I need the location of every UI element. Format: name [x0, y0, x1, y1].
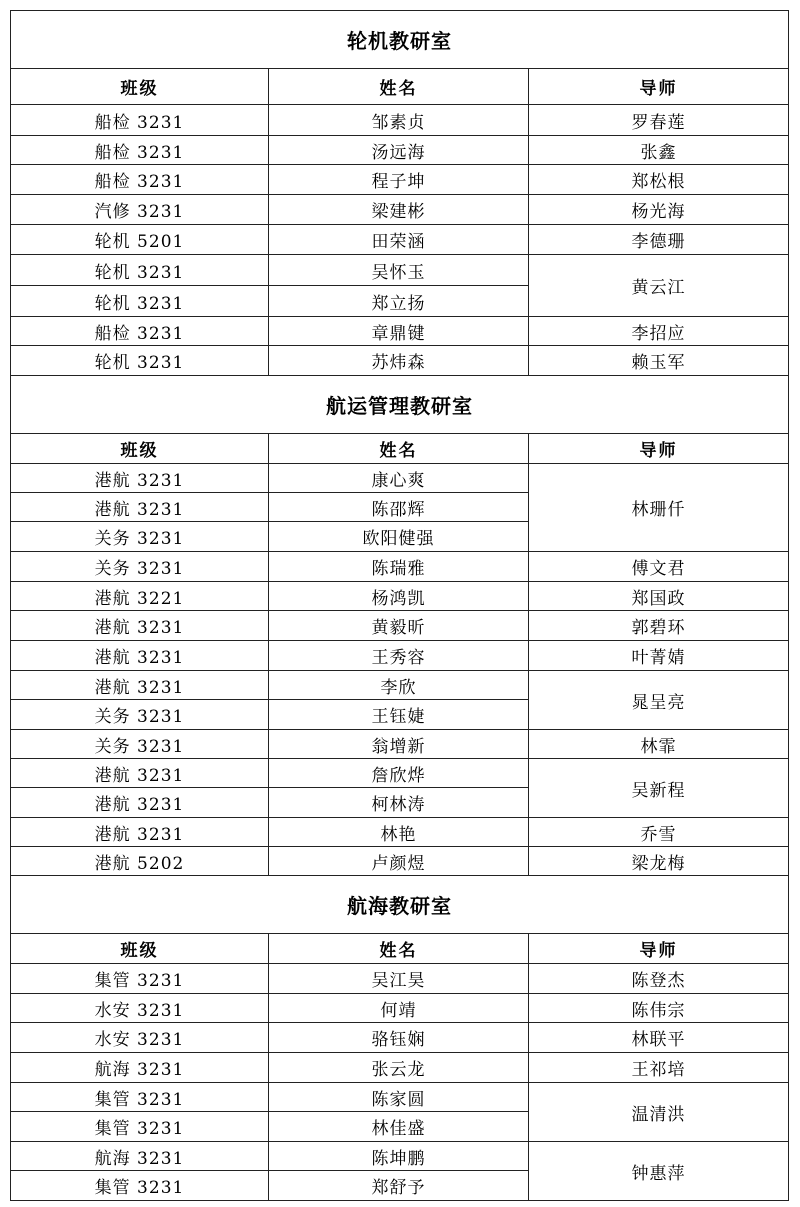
table-row [11, 759, 789, 788]
table-row [11, 317, 789, 346]
student-name-cell: 李欣 [269, 671, 529, 700]
student-name-cell: 程子坤 [269, 165, 529, 195]
table-row [11, 255, 789, 286]
student-name-cell: 柯林涛 [269, 788, 529, 818]
class-cell: 船检 3231 [11, 165, 269, 195]
student-name-cell: 章鼎键 [269, 317, 529, 346]
table-row [11, 1142, 789, 1171]
mentor-cell: 晁呈亮 [529, 671, 789, 730]
table-row [11, 165, 789, 195]
class-cell: 关务 3231 [11, 552, 269, 582]
class-cell: 港航 3221 [11, 582, 269, 611]
mentor-cell: 李德珊 [529, 225, 789, 255]
mentor-cell: 温清洪 [529, 1083, 789, 1142]
table-row [11, 105, 789, 136]
table-row [11, 346, 789, 376]
header-name: 姓名 [269, 69, 529, 105]
student-name-cell: 吴江昊 [269, 964, 529, 994]
column-header-row [11, 934, 789, 964]
header-name: 姓名 [269, 434, 529, 464]
student-name-cell: 林佳盛 [269, 1112, 529, 1142]
mentor-cell: 林联平 [529, 1023, 789, 1053]
table-row [11, 464, 789, 493]
class-cell: 港航 3231 [11, 788, 269, 818]
header-class: 班级 [11, 434, 269, 464]
student-name-cell: 张云龙 [269, 1053, 529, 1083]
student-name-cell: 王秀容 [269, 641, 529, 671]
mentor-cell: 张鑫 [529, 136, 789, 165]
table-row [11, 1053, 789, 1083]
header-mentor: 导师 [529, 434, 789, 464]
student-name-cell: 梁建彬 [269, 195, 529, 225]
table-row [11, 964, 789, 994]
table-row [11, 671, 789, 700]
student-name-cell: 汤远海 [269, 136, 529, 165]
class-cell: 轮机 3231 [11, 255, 269, 286]
mentor-cell: 林珊仟 [529, 464, 789, 552]
class-cell: 港航 5202 [11, 847, 269, 876]
student-name-cell: 翁增新 [269, 730, 529, 759]
class-cell: 航海 3231 [11, 1142, 269, 1171]
section-title-row [11, 876, 789, 934]
mentor-table-body [11, 11, 789, 1201]
section-title: 航海教研室 [11, 876, 789, 934]
mentor-cell: 叶菁婧 [529, 641, 789, 671]
student-name-cell: 田荣涵 [269, 225, 529, 255]
table-row [11, 552, 789, 582]
mentor-cell: 黄云江 [529, 255, 789, 317]
table-row [11, 611, 789, 641]
table-row [11, 994, 789, 1023]
student-name-cell: 林艳 [269, 818, 529, 847]
mentor-cell: 傅文君 [529, 552, 789, 582]
mentor-assignment-sheet [10, 10, 788, 1201]
class-cell: 轮机 5201 [11, 225, 269, 255]
class-cell: 水安 3231 [11, 994, 269, 1023]
table-row [11, 136, 789, 165]
section-title: 轮机教研室 [11, 11, 789, 69]
mentor-cell: 郑国政 [529, 582, 789, 611]
table-row [11, 847, 789, 876]
class-cell: 港航 3231 [11, 759, 269, 788]
student-name-cell: 陈坤鹏 [269, 1142, 529, 1171]
student-name-cell: 郑舒予 [269, 1171, 529, 1201]
mentor-cell: 赖玉军 [529, 346, 789, 376]
class-cell: 港航 3231 [11, 641, 269, 671]
class-cell: 集管 3231 [11, 1171, 269, 1201]
table-row [11, 1023, 789, 1053]
student-name-cell: 郑立扬 [269, 286, 529, 317]
mentor-cell: 梁龙梅 [529, 847, 789, 876]
student-name-cell: 陈家圆 [269, 1083, 529, 1112]
mentor-cell: 王祁培 [529, 1053, 789, 1083]
student-name-cell: 黄毅昕 [269, 611, 529, 641]
student-name-cell: 吴怀玉 [269, 255, 529, 286]
section-title-row [11, 376, 789, 434]
class-cell: 船检 3231 [11, 136, 269, 165]
mentor-cell: 陈伟宗 [529, 994, 789, 1023]
header-name: 姓名 [269, 934, 529, 964]
class-cell: 集管 3231 [11, 1112, 269, 1142]
mentor-cell: 钟惠萍 [529, 1142, 789, 1201]
class-cell: 船检 3231 [11, 105, 269, 136]
table-row [11, 730, 789, 759]
class-cell: 港航 3231 [11, 493, 269, 522]
table-row [11, 225, 789, 255]
class-cell: 关务 3231 [11, 522, 269, 552]
mentor-cell: 李招应 [529, 317, 789, 346]
student-name-cell: 王钰婕 [269, 700, 529, 730]
mentor-cell: 杨光海 [529, 195, 789, 225]
header-mentor: 导师 [529, 69, 789, 105]
mentor-cell: 陈登杰 [529, 964, 789, 994]
student-name-cell: 苏炜森 [269, 346, 529, 376]
class-cell: 水安 3231 [11, 1023, 269, 1053]
student-name-cell: 杨鸿凯 [269, 582, 529, 611]
table-row [11, 582, 789, 611]
class-cell: 港航 3231 [11, 671, 269, 700]
class-cell: 轮机 3231 [11, 346, 269, 376]
column-header-row [11, 434, 789, 464]
column-header-row [11, 69, 789, 105]
class-cell: 集管 3231 [11, 1083, 269, 1112]
student-name-cell: 康心爽 [269, 464, 529, 493]
table-row [11, 195, 789, 225]
class-cell: 关务 3231 [11, 700, 269, 730]
table-row [11, 1083, 789, 1112]
class-cell: 船检 3231 [11, 317, 269, 346]
student-name-cell: 邹素贞 [269, 105, 529, 136]
class-cell: 关务 3231 [11, 730, 269, 759]
student-name-cell: 卢颜煜 [269, 847, 529, 876]
class-cell: 集管 3231 [11, 964, 269, 994]
table-row [11, 641, 789, 671]
class-cell: 港航 3231 [11, 464, 269, 493]
mentor-cell: 吴新程 [529, 759, 789, 818]
header-class: 班级 [11, 69, 269, 105]
header-class: 班级 [11, 934, 269, 964]
student-name-cell: 骆钰娴 [269, 1023, 529, 1053]
mentor-cell: 郭碧环 [529, 611, 789, 641]
student-name-cell: 詹欣烨 [269, 759, 529, 788]
mentor-table [10, 10, 789, 1201]
mentor-cell: 郑松根 [529, 165, 789, 195]
section-title: 航运管理教研室 [11, 376, 789, 434]
mentor-cell: 罗春莲 [529, 105, 789, 136]
class-cell: 航海 3231 [11, 1053, 269, 1083]
mentor-cell: 林霏 [529, 730, 789, 759]
class-cell: 港航 3231 [11, 611, 269, 641]
class-cell: 轮机 3231 [11, 286, 269, 317]
student-name-cell: 欧阳健强 [269, 522, 529, 552]
section-title-row [11, 11, 789, 69]
student-name-cell: 陈瑞雅 [269, 552, 529, 582]
class-cell: 港航 3231 [11, 818, 269, 847]
student-name-cell: 何靖 [269, 994, 529, 1023]
class-cell: 汽修 3231 [11, 195, 269, 225]
student-name-cell: 陈邵辉 [269, 493, 529, 522]
header-mentor: 导师 [529, 934, 789, 964]
table-row [11, 818, 789, 847]
mentor-cell: 乔雪 [529, 818, 789, 847]
